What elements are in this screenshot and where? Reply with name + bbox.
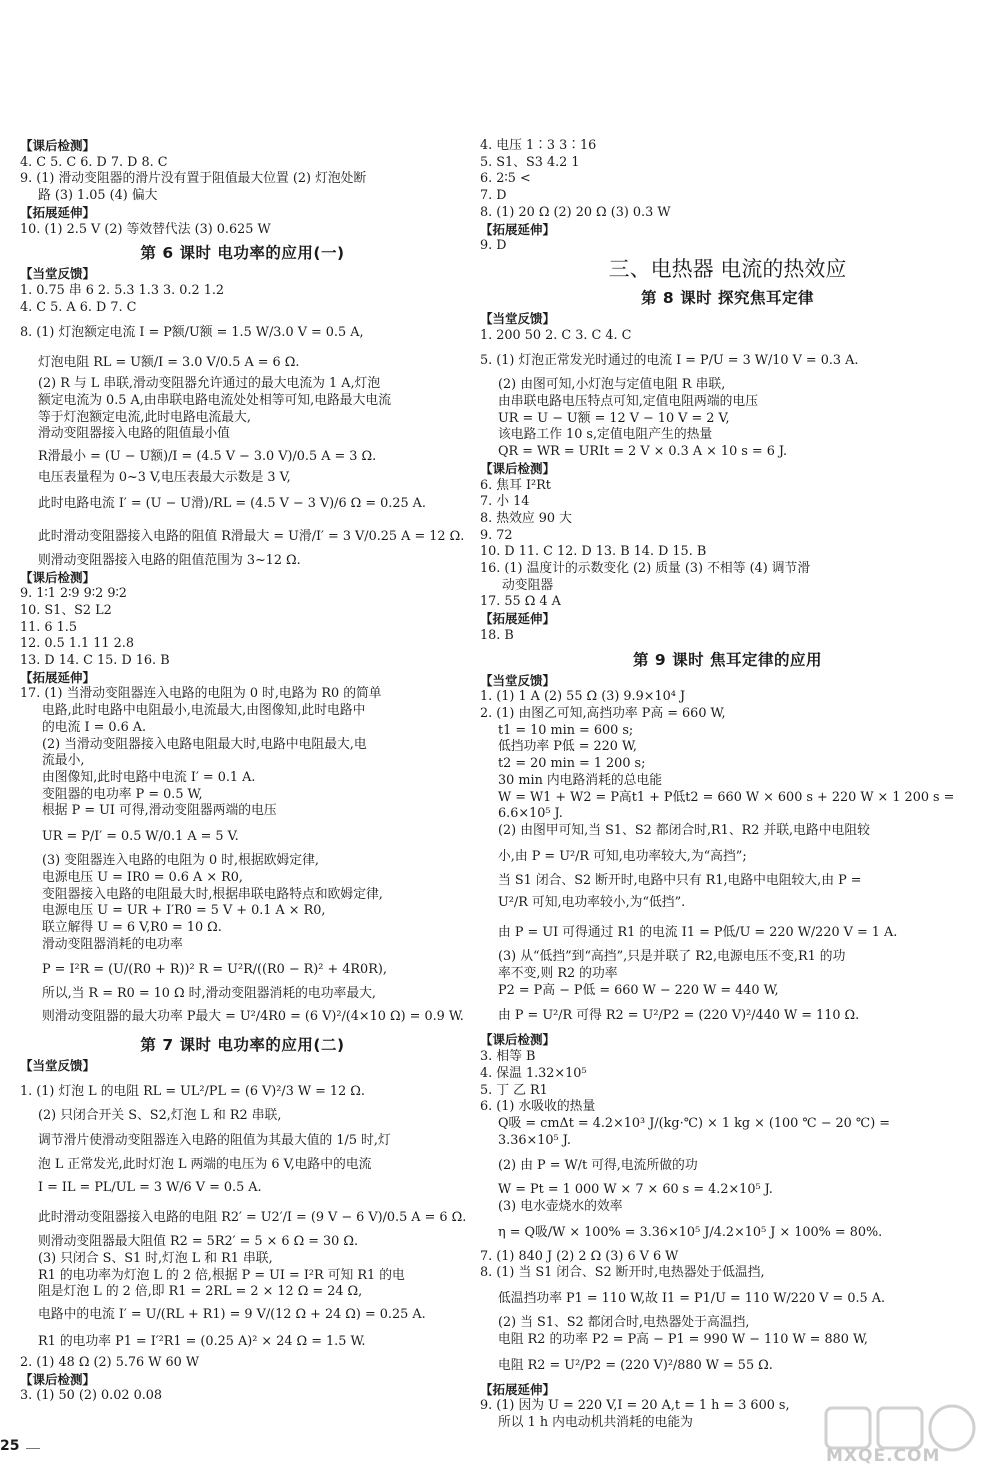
- text-line: 电压表量程为 0~3 V,电压表最大示数是 3 V,: [38, 470, 291, 486]
- lesson-title: 第 8 课时 探究焦耳定律: [641, 288, 814, 307]
- watermark-text: MXQE.COM: [826, 1446, 941, 1466]
- text-line: 9. D: [480, 238, 507, 254]
- text-line: 由图像知,此时电路中电流 I′ = 0.1 A.: [42, 769, 256, 785]
- text-line: t2 = 20 min = 1 200 s;: [498, 756, 646, 772]
- text-line: P2 = P高 − P低 = 660 W − 220 W = 440 W,: [498, 982, 779, 998]
- section-tag: 【拓展延伸】: [20, 204, 96, 220]
- text-line: η = Q吸/W × 100% = 3.36×10⁵ J/4.2×10⁵ J × 100% = 80%.: [498, 1224, 883, 1240]
- text-line: (2) 由图可知,小灯泡与定值电阻 R 串联,: [498, 377, 726, 393]
- text-line: 流最小,: [42, 753, 85, 769]
- text-line: 该电路工作 10 s,定值电阻产生的热量: [498, 427, 713, 443]
- text-line: 当 S1 闭合、S2 断开时,电路中只有 R1,电路中电阻较大,由 P =: [498, 872, 862, 888]
- text-line: 6. 2∶5 <: [480, 171, 531, 187]
- text-line: 由串联电路电压特点可知,定值电阻两端的电压: [498, 394, 759, 410]
- lesson-title: 第 6 课时 电功率的应用(一): [140, 244, 345, 263]
- text-line: I = IL = PL/UL = 3 W/6 V = 0.5 A.: [38, 1180, 262, 1196]
- text-line: 10. S1、S2 L2: [20, 602, 112, 618]
- text-line: (2) 当 S1、S2 都闭合时,电热器处于高温挡,: [498, 1315, 750, 1331]
- text-line: 16. (1) 温度计的示数变化 (2) 质量 (3) 不相等 (4) 调节滑: [480, 561, 811, 577]
- text-line: (3) 电水壶烧水的效率: [498, 1199, 623, 1215]
- text-line: 小,由 P = U²/R 可知,电功率较大,为“高挡”;: [498, 848, 747, 864]
- section-tag: 【课后检测】: [480, 1032, 556, 1048]
- text-line: 6.6×10⁵ J.: [498, 806, 563, 822]
- text-line: 2. (1) 由图乙可知,高挡功率 P高 = 660 W,: [480, 705, 726, 721]
- text-line: 则滑动变阻器接入电路的阻值范围为 3~12 Ω.: [38, 552, 301, 568]
- text-line: 滑动变阻器消耗的电功率: [42, 936, 183, 952]
- text-line: 由 P = U²/R 可得 R2 = U²/P2 = (220 V)²/440 W = 110 Ω.: [498, 1008, 860, 1024]
- text-line: 根据 P = UI 可得,滑动变阻器两端的电压: [42, 803, 277, 819]
- section-tag: 【课后检测】: [20, 569, 96, 585]
- text-line: t1 = 10 min = 600 s;: [498, 722, 634, 738]
- text-line: 1. (1) 灯泡 L 的电阻 RL = UL²/PL = (6 V)²/3 W = 12 Ω.: [20, 1083, 365, 1099]
- section-tag: 【课后检测】: [20, 1371, 96, 1387]
- text-line: W = W1 + W2 = P高t1 + P低t2 = 660 W × 600 s + 220 W × 1 200 s =: [498, 789, 955, 805]
- text-line: 低挡功率 P低 = 220 W,: [498, 739, 637, 755]
- text-line: 8. (1) 灯泡额定电流 I = P额/U额 = 1.5 W/3.0 V = 0.5 A,: [20, 325, 364, 341]
- text-line: 2. (1) 48 Ω (2) 5.76 W 60 W: [20, 1354, 199, 1370]
- text-line: 3. (1) 50 (2) 0.02 0.08: [20, 1388, 163, 1404]
- text-line: 10. D 11. C 12. D 13. B 14. D 15. B: [480, 544, 707, 560]
- text-line: 变阻器的电功率 P = 0.5 W,: [42, 786, 203, 802]
- text-line: 灯泡电阻 RL = U额/I = 3.0 V/0.5 A = 6 Ω.: [38, 355, 300, 371]
- text-line: Q吸 = cmΔt = 4.2×10³ J/(kg·℃) × 1 kg × (100 ℃ − 20 ℃) =: [498, 1115, 890, 1131]
- text-line: 4. 保温 1.32×10⁵: [480, 1065, 587, 1081]
- text-line: U²/R 可知,电功率较小,为“低挡”.: [498, 895, 686, 911]
- lesson-title: 第 9 课时 焦耳定律的应用: [633, 650, 822, 669]
- text-line: 电阻 R2 的功率 P2 = P高 − P1 = 990 W − 110 W = 880 W,: [498, 1331, 868, 1347]
- text-line: (3) 从“低挡”到“高挡”,只是并联了 R2,电源电压不变,R1 的功: [498, 949, 846, 965]
- text-line: 此时滑动变阻器接入电路的电阻 R2′ = U2′/I = (9 V − 6 V)/0.5 A = 6 Ω.: [38, 1210, 467, 1226]
- text-line: 1. 200 50 2. C 3. C 4. C: [480, 327, 632, 343]
- text-line: 由 P = UI 可得通过 R1 的电流 I1 = P低/U = 220 W/220 V = 1 A.: [498, 925, 898, 941]
- text-line: 电源电压 U = IR0 = 0.6 A × R0,: [42, 869, 243, 885]
- text-line: 13. D 14. C 15. D 16. B: [20, 653, 170, 669]
- text-line: 调节滑片使滑动变阻器连入电路的阻值为其最大值的 1/5 时,灯: [38, 1133, 391, 1149]
- text-line: 变阻器接入电路的电阻最大时,根据串联电路特点和欧姆定律,: [42, 886, 383, 902]
- text-line: 则滑动变阻器最大阻值 R2 = 5R2′ = 5 × 6 Ω = 30 Ω.: [38, 1234, 359, 1250]
- text-line: 则滑动变阻器的最大功率 P最大 = U²/4R0 = (6 V)²/(4×10 Ω) = 0.9 W.: [42, 1009, 464, 1025]
- text-line: 3.36×10⁵ J.: [498, 1132, 571, 1148]
- text-line: 18. B: [480, 627, 514, 643]
- section-tag: 【课后检测】: [480, 460, 556, 476]
- text-line: UR = P/I′ = 0.5 W/0.1 A = 5 V.: [42, 829, 239, 845]
- text-line: 低温挡功率 P1 = 110 W,故 I1 = P1/U = 110 W/220 V = 0.5 A.: [498, 1291, 886, 1307]
- section-tag: 【当堂反馈】: [20, 1058, 96, 1074]
- section-tag: 【当堂反馈】: [480, 310, 556, 326]
- text-line: 额定电流为 0.5 A,由串联电路电流处处相等可知,电路最大电流: [38, 393, 391, 409]
- text-line: 4. C 5. C 6. D 7. D 8. C: [20, 154, 168, 170]
- text-line: 1. (1) 1 A (2) 55 Ω (3) 9.9×10⁴ J: [480, 689, 686, 705]
- text-line: (2) 只闭合开关 S、S2,灯泡 L 和 R2 串联,: [38, 1107, 282, 1123]
- text-line: 路 (3) 1.05 (4) 偏大: [38, 188, 158, 204]
- section-tag: 【拓展延伸】: [480, 221, 556, 237]
- lesson-title: 第 7 课时 电功率的应用(二): [140, 1036, 345, 1055]
- section-tag: 【课后检测】: [20, 138, 96, 153]
- text-line: 7. 小 14: [480, 494, 530, 510]
- text-line: UR = U − U额 = 12 V − 10 V = 2 V,: [498, 410, 730, 426]
- text-line: (2) 由图甲可知,当 S1、S2 都闭合时,R1、R2 并联,电路中电阻较: [498, 822, 870, 838]
- section-tag: 【当堂反馈】: [480, 672, 556, 688]
- section-tag: 【拓展延伸】: [20, 669, 96, 685]
- text-line: 此时电路电流 I′ = (U − U滑)/RL = (4.5 V − 3 V)/6 Ω = 0.25 A.: [38, 495, 426, 511]
- text-line: 10. (1) 2.5 V (2) 等效替代法 (3) 0.625 W: [20, 221, 271, 237]
- text-line: 联立解得 U = 6 V,R0 = 10 Ω.: [42, 919, 222, 935]
- text-line: (2) 当滑动变阻器接入电路电阻最大时,电路中电阻最大,电: [42, 736, 367, 752]
- section-tag: 【当堂反馈】: [20, 266, 96, 282]
- text-line: 此时滑动变阻器接入电路的阻值 R滑最大 = U滑/I′ = 3 V/0.25 A = 12 Ω.: [38, 528, 465, 544]
- text-line: R1 的电功率 P1 = I′²R1 = (0.25 A)² × 24 Ω = 1.5 W.: [38, 1333, 366, 1349]
- text-line: W = Pt = 1 000 W × 7 × 60 s = 4.2×10⁵ J.: [498, 1182, 773, 1198]
- text-line: 9. 1∶1 2∶9 9∶2 9∶2: [20, 586, 127, 602]
- text-line: 电路,此时电路中电阻最小,电流最大,由图像知,此时电路中: [42, 703, 366, 719]
- text-line: 9. (1) 滑动变阻器的滑片没有置于阻值最大位置 (2) 灯泡处断: [20, 171, 367, 187]
- page-number-rule: [26, 1448, 40, 1449]
- text-line: 5. S1、S3 4.2 1: [480, 154, 580, 170]
- text-line: QR = WR = URIt = 2 V × 0.3 A × 10 s = 6 J.: [498, 444, 788, 460]
- text-line: 12. 0.5 1.1 11 2.8: [20, 636, 134, 652]
- text-line: 5. 丁 乙 R1: [480, 1082, 548, 1098]
- text-line: 3. 相等 B: [480, 1049, 536, 1065]
- text-line: 所以,当 R = R0 = 10 Ω 时,滑动变阻器消耗的电功率最大,: [42, 986, 376, 1002]
- text-line: 电源电压 U = UR + I′R0 = 5 V + 0.1 A × R0,: [42, 903, 326, 919]
- text-line: 8. (1) 当 S1 闭合、S2 断开时,电热器处于低温挡,: [480, 1265, 765, 1281]
- text-line: 30 min 内电路消耗的总电能: [498, 772, 663, 788]
- text-line: 6. 焦耳 I²Rt: [480, 477, 551, 493]
- text-line: 6. (1) 水吸收的热量: [480, 1099, 596, 1115]
- right-column: [480, 138, 975, 1432]
- text-line: R1 的电功率为灯泡 L 的 2 倍,根据 P = UI = I²R 可知 R1 的电: [38, 1267, 405, 1283]
- section-tag: 【拓展延伸】: [480, 1381, 556, 1397]
- text-line: 阻是灯泡 L 的 2 倍,即 R1 = 2RL = 2 × 12 Ω = 24 Ω,: [38, 1284, 363, 1300]
- text-line: 5. (1) 灯泡正常发光时通过的电流 I = P/U = 3 W/10 V = 0.3 A.: [480, 353, 859, 369]
- text-line: 11. 6 1.5: [20, 619, 77, 635]
- chapter-heading: 三、电热器 电流的热效应: [608, 256, 847, 281]
- text-line: 9. 72: [480, 527, 513, 543]
- text-line: R滑最小 = (U − U额)/I = (4.5 V − 3.0 V)/0.5 A = 3 Ω.: [38, 449, 377, 465]
- text-line: 滑动变阻器接入电路的阻值最小值: [38, 426, 230, 442]
- text-line: 电路中的电流 I′ = U/(RL + R1) = 9 V/(12 Ω + 24 Ω) = 0.25 A.: [38, 1306, 426, 1322]
- text-line: 1. 0.75 串 6 2. 5.3 1.3 3. 0.2 1.2: [20, 282, 225, 298]
- text-line: 等于灯泡额定电流,此时电路电流最大,: [38, 409, 251, 425]
- text-line: 17. (1) 当滑动变阻器连入电路的电阻为 0 时,电路为 R0 的简单: [20, 686, 382, 702]
- text-line: 泡 L 正常发光,此时灯泡 L 两端的电压为 6 V,电路中的电流: [38, 1157, 372, 1173]
- section-tag: 【拓展延伸】: [480, 611, 556, 627]
- text-line: (3) 只闭合 S、S1 时,灯泡 L 和 R1 串联,: [38, 1250, 273, 1266]
- text-line: 率不变,则 R2 的功率: [498, 966, 618, 982]
- text-line: (2) 由 P = W/t 可得,电流所做的功: [498, 1158, 698, 1174]
- text-line: 电阻 R2 = U²/P2 = (220 V)²/880 W = 55 Ω.: [498, 1357, 773, 1373]
- text-line: 所以 1 h 内电动机共消耗的电能为: [498, 1414, 693, 1430]
- page-number: 25: [0, 1438, 20, 1454]
- text-line: (3) 变阻器连入电路的电阻为 0 时,根据欧姆定律,: [42, 853, 319, 869]
- text-line: 4. C 5. A 6. D 7. C: [20, 299, 137, 315]
- text-line: 9. (1) 因为 U = 220 V,I = 20 A,t = 1 h = 3 600 s,: [480, 1398, 790, 1414]
- text-line: P = I²R = (U/(R0 + R))² R = U²R/((R0 − R)² + 4R0R),: [42, 962, 387, 978]
- text-line: 8. (1) 20 Ω (2) 20 Ω (3) 0.3 W: [480, 204, 671, 220]
- text-line: 7. D: [480, 188, 507, 204]
- text-line: (2) R 与 L 串联,滑动变阻器允许通过的最大电流为 1 A,灯泡: [38, 376, 381, 392]
- text-line: 的电流 I = 0.6 A.: [42, 719, 147, 735]
- text-line: 动变阻器: [502, 577, 554, 593]
- text-line: 7. (1) 840 J (2) 2 Ω (3) 6 V 6 W: [480, 1248, 679, 1264]
- left-column: [20, 138, 465, 1405]
- text-line: 8. 热效应 90 大: [480, 510, 572, 526]
- text-line: 4. 电压 1∶3 3∶16: [480, 138, 597, 153]
- text-line: 17. 55 Ω 4 A: [480, 594, 561, 610]
